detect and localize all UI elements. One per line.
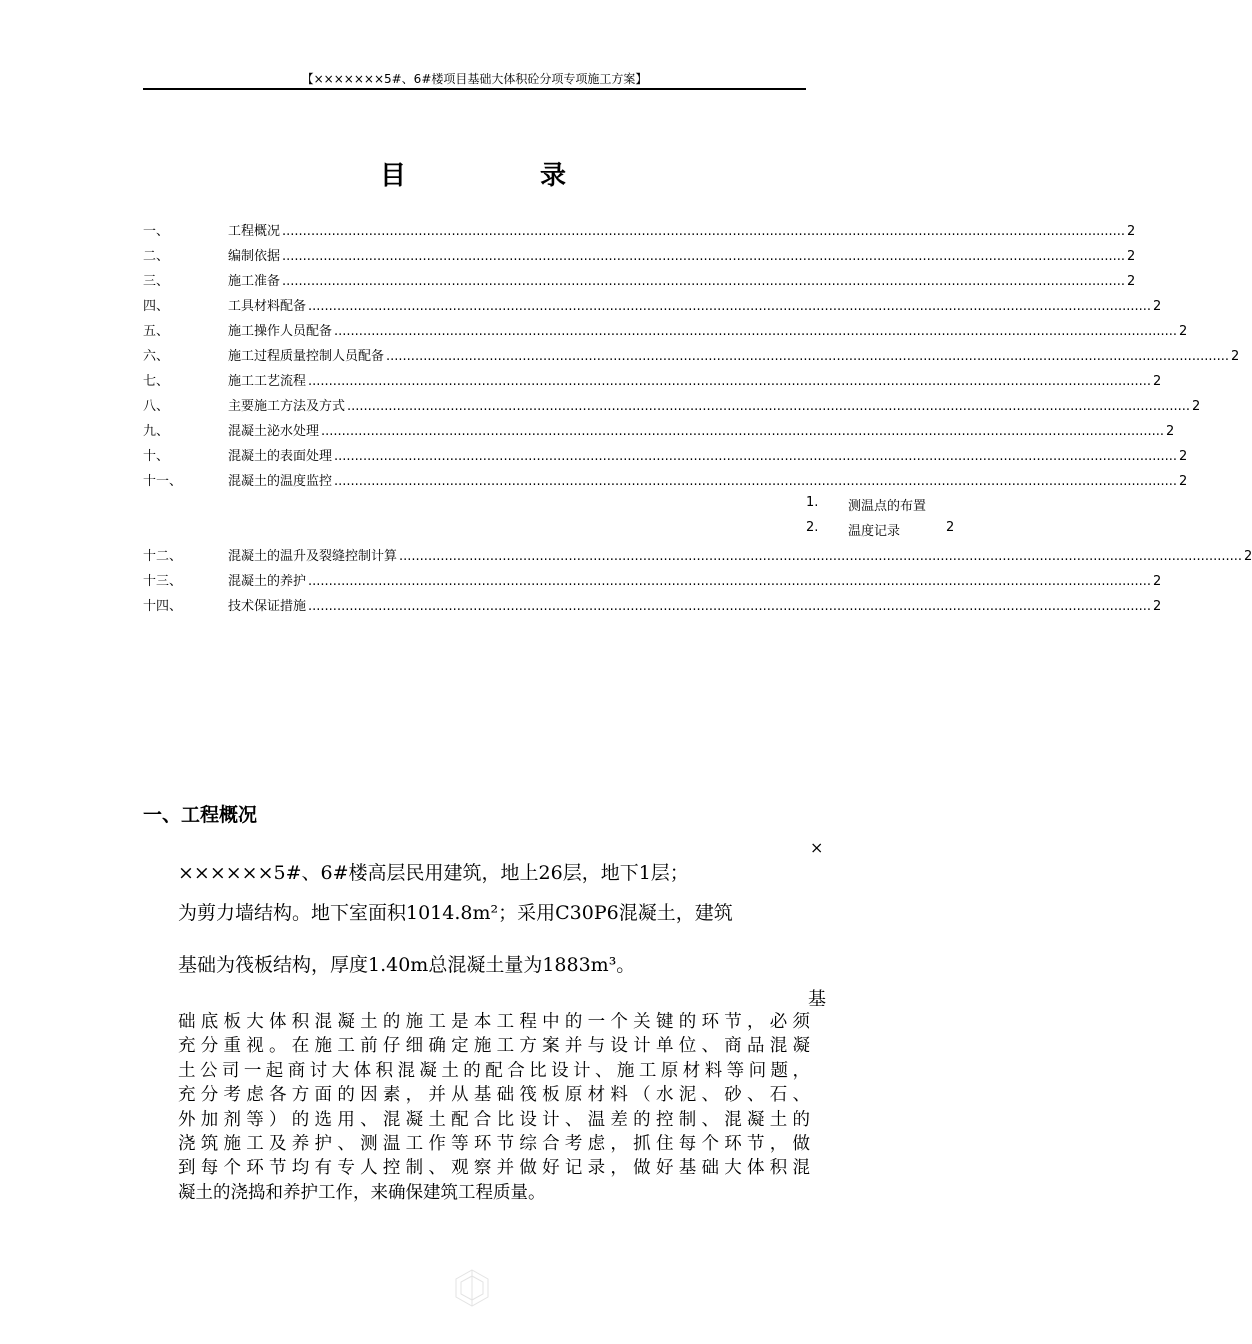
paragraph-line: 凝土的浇捣和养护工作，来确保建筑工程质量。 [178,1182,546,1203]
toc-sub-item-number: 2. [806,520,819,535]
toc-item-number: 九、 [143,424,170,439]
stray-character: 基 [808,989,826,1010]
header-rule [143,88,806,90]
toc-item-label: 工具材料配备 [228,299,307,314]
toc-item-page: 2 [1153,574,1162,589]
toc-item-number: 十一、 [143,474,183,489]
body-paragraph [178,1010,810,1205]
toc-leader-dots [334,474,1177,489]
paragraph-line: 充分重视。在施工前仔细确定施工方案并与设计单位、商品混凝 [178,1036,810,1057]
toc-item-page: 2 [1127,274,1136,289]
toc-item-number: 一、 [143,224,170,239]
toc-item[interactable] [143,470,1188,490]
toc-item[interactable] [143,370,1162,390]
toc-sub-item-label: 测温点的布置 [848,499,927,514]
toc-leader-dots [386,349,1229,364]
toc-item-label: 主要施工方法及方式 [228,399,346,414]
toc-title-char-1: 目 [380,161,407,191]
toc-leader-dots [334,449,1177,464]
toc-leader-dots [321,424,1164,439]
toc-item-page: 2 [1153,599,1162,614]
toc-item-label: 混凝土的温度监控 [228,474,333,489]
toc-leader-dots [308,374,1151,389]
toc-sub-item-label: 温度记录 [848,524,901,539]
toc-item-number: 四、 [143,299,170,314]
toc-item-page: 2 [1231,349,1240,364]
toc-item-number: 十三、 [143,574,183,589]
stray-character: × [810,838,824,857]
toc-item-page: 2 [1153,299,1162,314]
toc-item-label: 编制依据 [228,249,281,264]
toc-item[interactable] [143,270,1136,290]
toc-item-label: 混凝土的温升及裂缝控制计算 [228,549,398,564]
toc-item-label: 施工过程质量控制人员配备 [228,349,385,364]
section-heading: 一、工程概况 [143,804,258,826]
watermark-icon [452,1268,492,1308]
toc-item[interactable] [143,445,1188,465]
toc-item-label: 施工准备 [228,274,281,289]
toc-item[interactable] [143,395,1201,415]
paragraph-line: 基础为筏板结构，厚度1.40m总混凝土量为1883m³。 [178,954,636,976]
toc-leader-dots [308,599,1151,614]
paragraph-line: 到每个环节均有专人控制、观察并做好记录，做好基础大体积混 [178,1158,810,1179]
toc-item-label: 混凝土的养护 [228,574,307,589]
toc-item-number: 五、 [143,324,170,339]
toc-item[interactable] [143,245,1136,265]
toc-item-label: 施工工艺流程 [228,374,307,389]
toc-item-label: 施工操作人员配备 [228,324,333,339]
toc-item[interactable] [143,345,1240,365]
toc-leader-dots [282,224,1125,239]
toc-item[interactable] [143,295,1162,315]
toc-sub-item-number: 1. [806,495,819,510]
toc-item-number: 十四、 [143,599,183,614]
toc-item-number: 八、 [143,399,170,414]
toc-title-char-2: 录 [540,161,567,191]
paragraph-line: 础底板大体积混凝土的施工是本工程中的一个关键的环节，必须 [178,1012,810,1032]
paragraph-line: 外加剂等）的选用、混凝土配合比设计、温差的控制、混凝土的 [178,1109,810,1130]
toc-item-page: 2 [1166,424,1175,439]
toc-item-page: 2 [1127,224,1136,239]
toc-item-label: 工程概况 [228,224,281,239]
paragraph-line: 充分考虑各方面的因素，并从基础筏板原材料（水泥、砂、石、 [178,1085,810,1106]
toc-item-number: 三、 [143,274,170,289]
toc-item[interactable] [143,545,1252,565]
paragraph-line: ××××××5#、6#楼高层民用建筑，地上26层，地下1层； [178,862,689,884]
toc-item-page: 2 [1179,474,1188,489]
toc-item[interactable] [143,570,1162,590]
page-header: 【×××××××5#、6#楼项目基础大体积砼分项专项施工方案】 [301,72,648,86]
toc-item-number: 十、 [143,449,170,464]
toc-leader-dots [282,249,1125,264]
toc-item-number: 二、 [143,249,170,264]
toc-item[interactable] [143,320,1188,340]
toc-item-page: 2 [1192,399,1201,414]
toc-item-page: 2 [1179,449,1188,464]
toc-leader-dots [308,299,1151,314]
toc-item-number: 七、 [143,374,170,389]
toc-item[interactable] [143,595,1162,615]
toc-item[interactable] [143,220,1136,240]
toc-sub-item-page: 2 [946,520,955,535]
toc-item-label: 混凝土泌水处理 [228,424,320,439]
toc-item-label: 混凝土的表面处理 [228,449,333,464]
toc-leader-dots [334,324,1177,339]
paragraph-line: 浇筑施工及养护、测温工作等环节综合考虑，抓住每个环节，做 [178,1134,810,1155]
toc-item-page: 2 [1127,249,1136,264]
paragraph-line: 土公司一起商讨大体积混凝土的配合比设计、施工原材料等问题， [178,1060,810,1081]
toc-item-page: 2 [1153,374,1162,389]
toc-leader-dots [308,574,1151,589]
toc-item-number: 十二、 [143,549,183,564]
toc-leader-dots [399,549,1242,564]
toc-leader-dots [282,274,1125,289]
toc-item-number: 六、 [143,349,170,364]
toc-item-label: 技术保证措施 [228,599,307,614]
toc-item-page: 2 [1244,549,1252,564]
paragraph-line: 为剪力墙结构。地下室面积1014.8m²；采用C30P6混凝土，建筑 [178,902,733,924]
toc-item-page: 2 [1179,324,1188,339]
toc-leader-dots [347,399,1190,414]
toc-item[interactable] [143,420,1175,440]
